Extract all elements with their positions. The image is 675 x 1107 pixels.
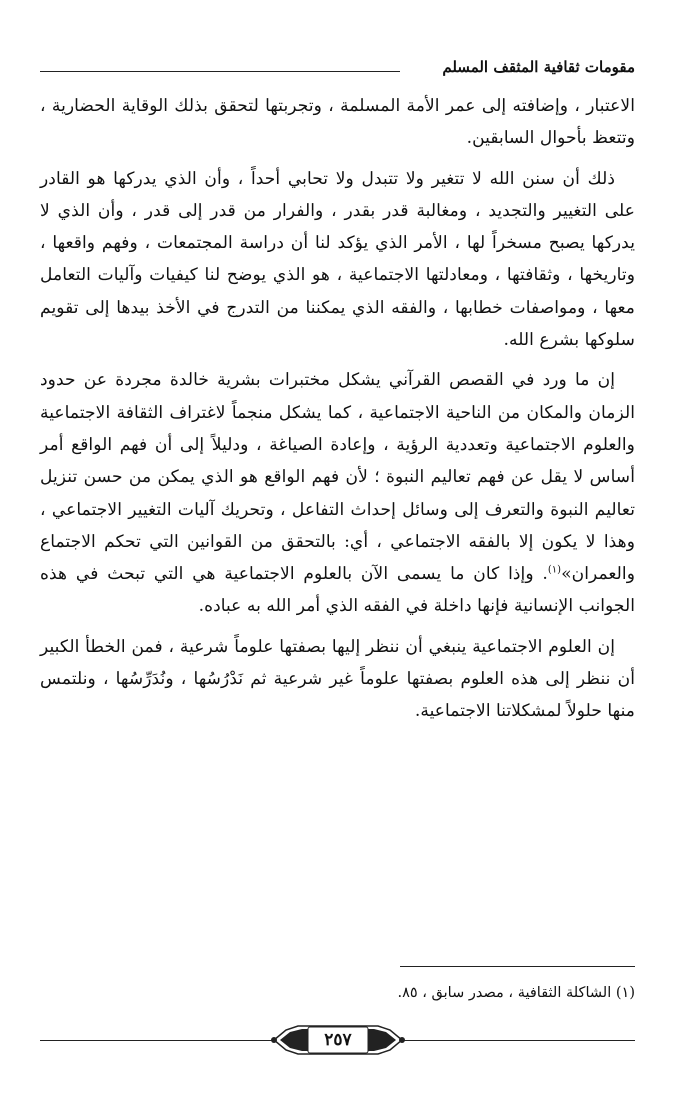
paragraph-3-tail: . وإذا كان ما يسمى الآن بالعلوم الاجتماعية هي التي تبحث في هذه الجوانب الإنسانية فإنها داخلة في الفقه الذي أمر الله به عباده. — [40, 564, 635, 617]
paragraph-3-text: إن ما ورد في القصص القرآني يشكل مختبرات بشرية خالدة مجردة عن حدود الزمان والمكان من الناحية الاجتماعية ، كما يشكل منجماً لاغتراف الثقافة الاجتماعية والعلوم الاجتماعية وتعددية الرؤية ، وإعادة الصياغة ، ودليلاً إلى أن فهم الواقع أمر أساس لا يقل عن فهم تعاليم النبوة ؛ لأن فهم الواقع هو الذي يمكن من حسن تنزيل تعاليم النبوة والتعرف إلى وسائل إحداث التفاعل ، وتحريك آليات التغيير الاجتماعي ، وهذا لا يكون إلا بالفقه الاجتماعي ، أي: بالتحقق من القوانين التي تحكم الاجتماع والعمران» — [40, 370, 635, 585]
footnote-marker[interactable]: (١) — [547, 564, 562, 576]
header-title: مقومات ثقافية المثقف المسلم — [434, 58, 635, 76]
footnote: (١) الشاكلة الثقافية ، مصدر سابق ، ٨٥. — [397, 985, 635, 1001]
footnote-rule — [400, 966, 635, 967]
header-rule — [40, 71, 400, 72]
paragraph-4: إن العلوم الاجتماعية ينبغي أن ننظر إليها بصفتها علوماً شرعية ، فمن الخطأ الكبير أن ننظر إلى هذه العلوم بصفتها علوماً غير شرعية ثم نَدْرُسُها ، ونُدَرِّسُها ، ونلتمس منها حلولاً لمشكلاتنا الاجتماعية. — [40, 636, 635, 722]
running-header — [40, 58, 635, 88]
paragraph-1: الاعتبار ، وإضافته إلى عمر الأمة المسلمة ، وتجربتها لتحقق بذلك الوقاية الحضارية ، وتتعظ بأحوال السابقين. — [40, 96, 635, 149]
paragraph-2: ذلك أن سنن الله لا تتغير ولا تتبدل ولا تحابي أحداً ، وأن الذي يدركها هو القادر على التغيير والتجديد ، ومغالبة قدر بقدر ، والفرار من قدر إلى قدر ، وأن الذي لا يدركها يصبح مسخراً لها ، الأمر الذي يؤكد لنا أن دراسة المجتمعات ، وفهم واقعها ، وتاريخها ، وثقافتها ، ومعادلتها الاجتماعية ، هو الذي يوضح لنا كيفيات وآليات التعامل معها ، ومواصفات خطابها ، والفقه الذي يمكننا من التدرج في الأخذ بيدها إلى تقويم سلوكها بشرع الله. — [40, 168, 635, 351]
page-number: ٢٥٧ — [324, 1030, 352, 1050]
paragraph-3 — [40, 364, 635, 622]
body-text — [40, 90, 635, 728]
